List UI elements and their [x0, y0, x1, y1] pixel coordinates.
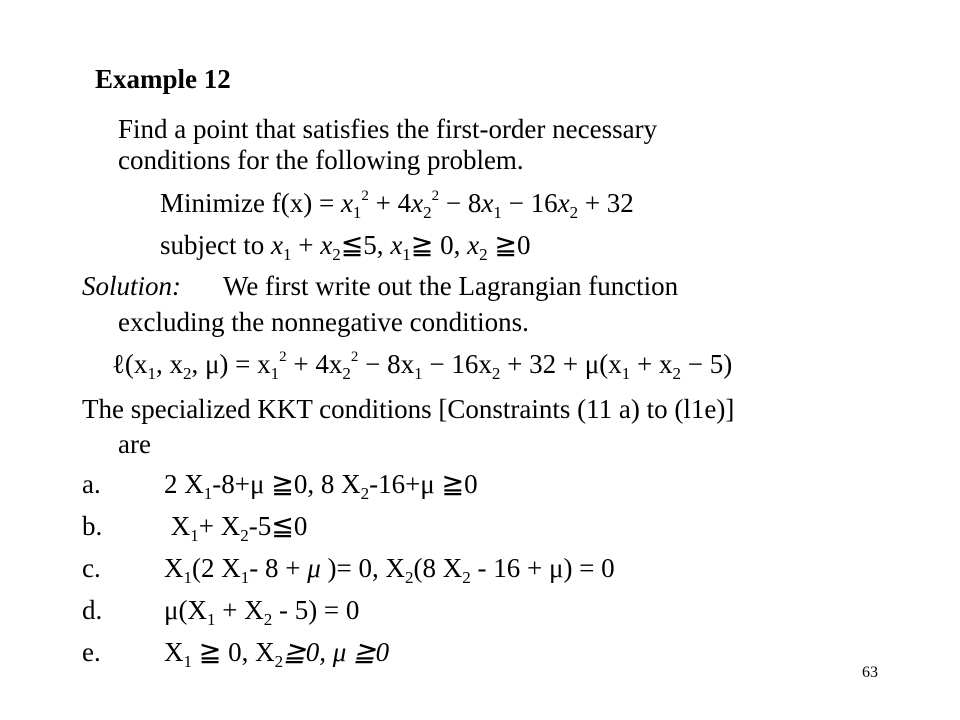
- t: μ(X: [164, 595, 207, 625]
- kkt-intro-line-2: are: [118, 429, 151, 459]
- condition-e: [82, 636, 390, 671]
- t: + X: [215, 595, 264, 625]
- sub: 2: [405, 568, 414, 587]
- sub: 1: [190, 526, 199, 545]
- lag-mu: , μ) = x: [191, 349, 271, 379]
- sub: 1: [203, 484, 213, 503]
- kkt-intro-line-1: The specialized KKT conditions [Constraints (11 a) to (l1e)]: [82, 394, 735, 424]
- sub: 1: [240, 568, 250, 587]
- var-x: x: [320, 230, 333, 260]
- slide-title: Example 12: [95, 64, 231, 94]
- sub: 1: [183, 568, 192, 587]
- condition-d: [82, 594, 360, 629]
- condition-label: e.: [82, 637, 101, 667]
- geq0b: ≧0: [487, 230, 531, 260]
- sub: 2: [360, 484, 370, 503]
- lag-r3: − 16x: [422, 349, 492, 379]
- solution-label: Solution:: [82, 271, 181, 301]
- sub: 1: [402, 245, 411, 264]
- t: - 5) = 0: [272, 595, 360, 625]
- lag-r2: − 8x: [358, 349, 415, 379]
- sub: 2: [479, 245, 488, 264]
- condition-c: [82, 552, 615, 587]
- t: (2 X: [192, 553, 241, 583]
- t: ≧ 0, X: [192, 637, 275, 667]
- objective-prefix: Minimize f(x) =: [160, 188, 341, 218]
- leq5: ≦5,: [340, 230, 391, 260]
- lag-r5: + x: [630, 349, 673, 379]
- var-x: x: [467, 230, 480, 260]
- mu: μ: [307, 553, 321, 583]
- t: - 8 +: [249, 553, 308, 583]
- constraint-line: [160, 229, 531, 264]
- condition-label: b.: [82, 511, 103, 541]
- t: (8 X: [413, 553, 463, 583]
- t: ≧0, μ ≧0: [283, 637, 390, 667]
- sub: 2: [462, 568, 471, 587]
- sub: 2: [240, 526, 249, 545]
- t: + X: [198, 511, 241, 541]
- lag-comma: , x: [155, 349, 183, 379]
- solution-line-1: [82, 270, 678, 302]
- var-x: x: [270, 230, 283, 260]
- lagrangian-formula: $\ell(x_1$, $x_2$, $\mu) = x_1^2 + 4x_2^2 - 8x_1 - 16x_2 + 32 + \mu(x_1 + x_2 - 5)$: [112, 349, 733, 383]
- solution-line-2: excluding the nonnegative conditions.: [118, 307, 529, 337]
- t: X: [164, 553, 184, 583]
- var-x: x: [390, 230, 403, 260]
- condition-a: [82, 468, 478, 503]
- t: X: [164, 511, 191, 541]
- sub: 1: [206, 610, 216, 629]
- sub: 2: [274, 652, 284, 671]
- sub: 2: [332, 245, 341, 264]
- condition-b: [82, 510, 308, 545]
- sub: 2: [263, 610, 273, 629]
- condition-label: a.: [82, 469, 101, 499]
- t: -16+μ ≧0: [369, 469, 478, 499]
- lag-r1: + 4x: [286, 349, 343, 379]
- prompt-line-1: Find a point that satisfies the first-order necessary: [118, 114, 658, 144]
- t: -5≦0: [248, 511, 308, 541]
- constraint-prefix: subject to: [160, 230, 271, 260]
- geq0a: ≧ 0,: [410, 230, 468, 260]
- t: -8+μ ≧0, 8 X: [212, 469, 361, 499]
- condition-label: c.: [82, 553, 101, 583]
- t: )= 0, X: [320, 553, 405, 583]
- t: 2 X: [164, 469, 204, 499]
- t: X: [164, 637, 184, 667]
- objective-line: [160, 187, 634, 222]
- lag-r4: + 32 + μ(x: [500, 349, 622, 379]
- solution-text-1: We first write out the Lagrangian function: [223, 271, 679, 301]
- lag-r6: − 5): [681, 349, 733, 379]
- objective-formula: $x_1^2 + 4x_2^2 - 8x_1 - 16x_2 + 32$: [340, 188, 634, 222]
- plus: +: [291, 230, 321, 260]
- sub: 1: [282, 245, 292, 264]
- t: - 16 + μ) = 0: [470, 553, 615, 583]
- lag-lhs: ℓ(x: [112, 349, 148, 379]
- condition-label: d.: [82, 595, 103, 625]
- page-number: 63: [862, 664, 878, 681]
- sub: 1: [183, 652, 192, 671]
- prompt-line-2: conditions for the following problem.: [118, 145, 524, 175]
